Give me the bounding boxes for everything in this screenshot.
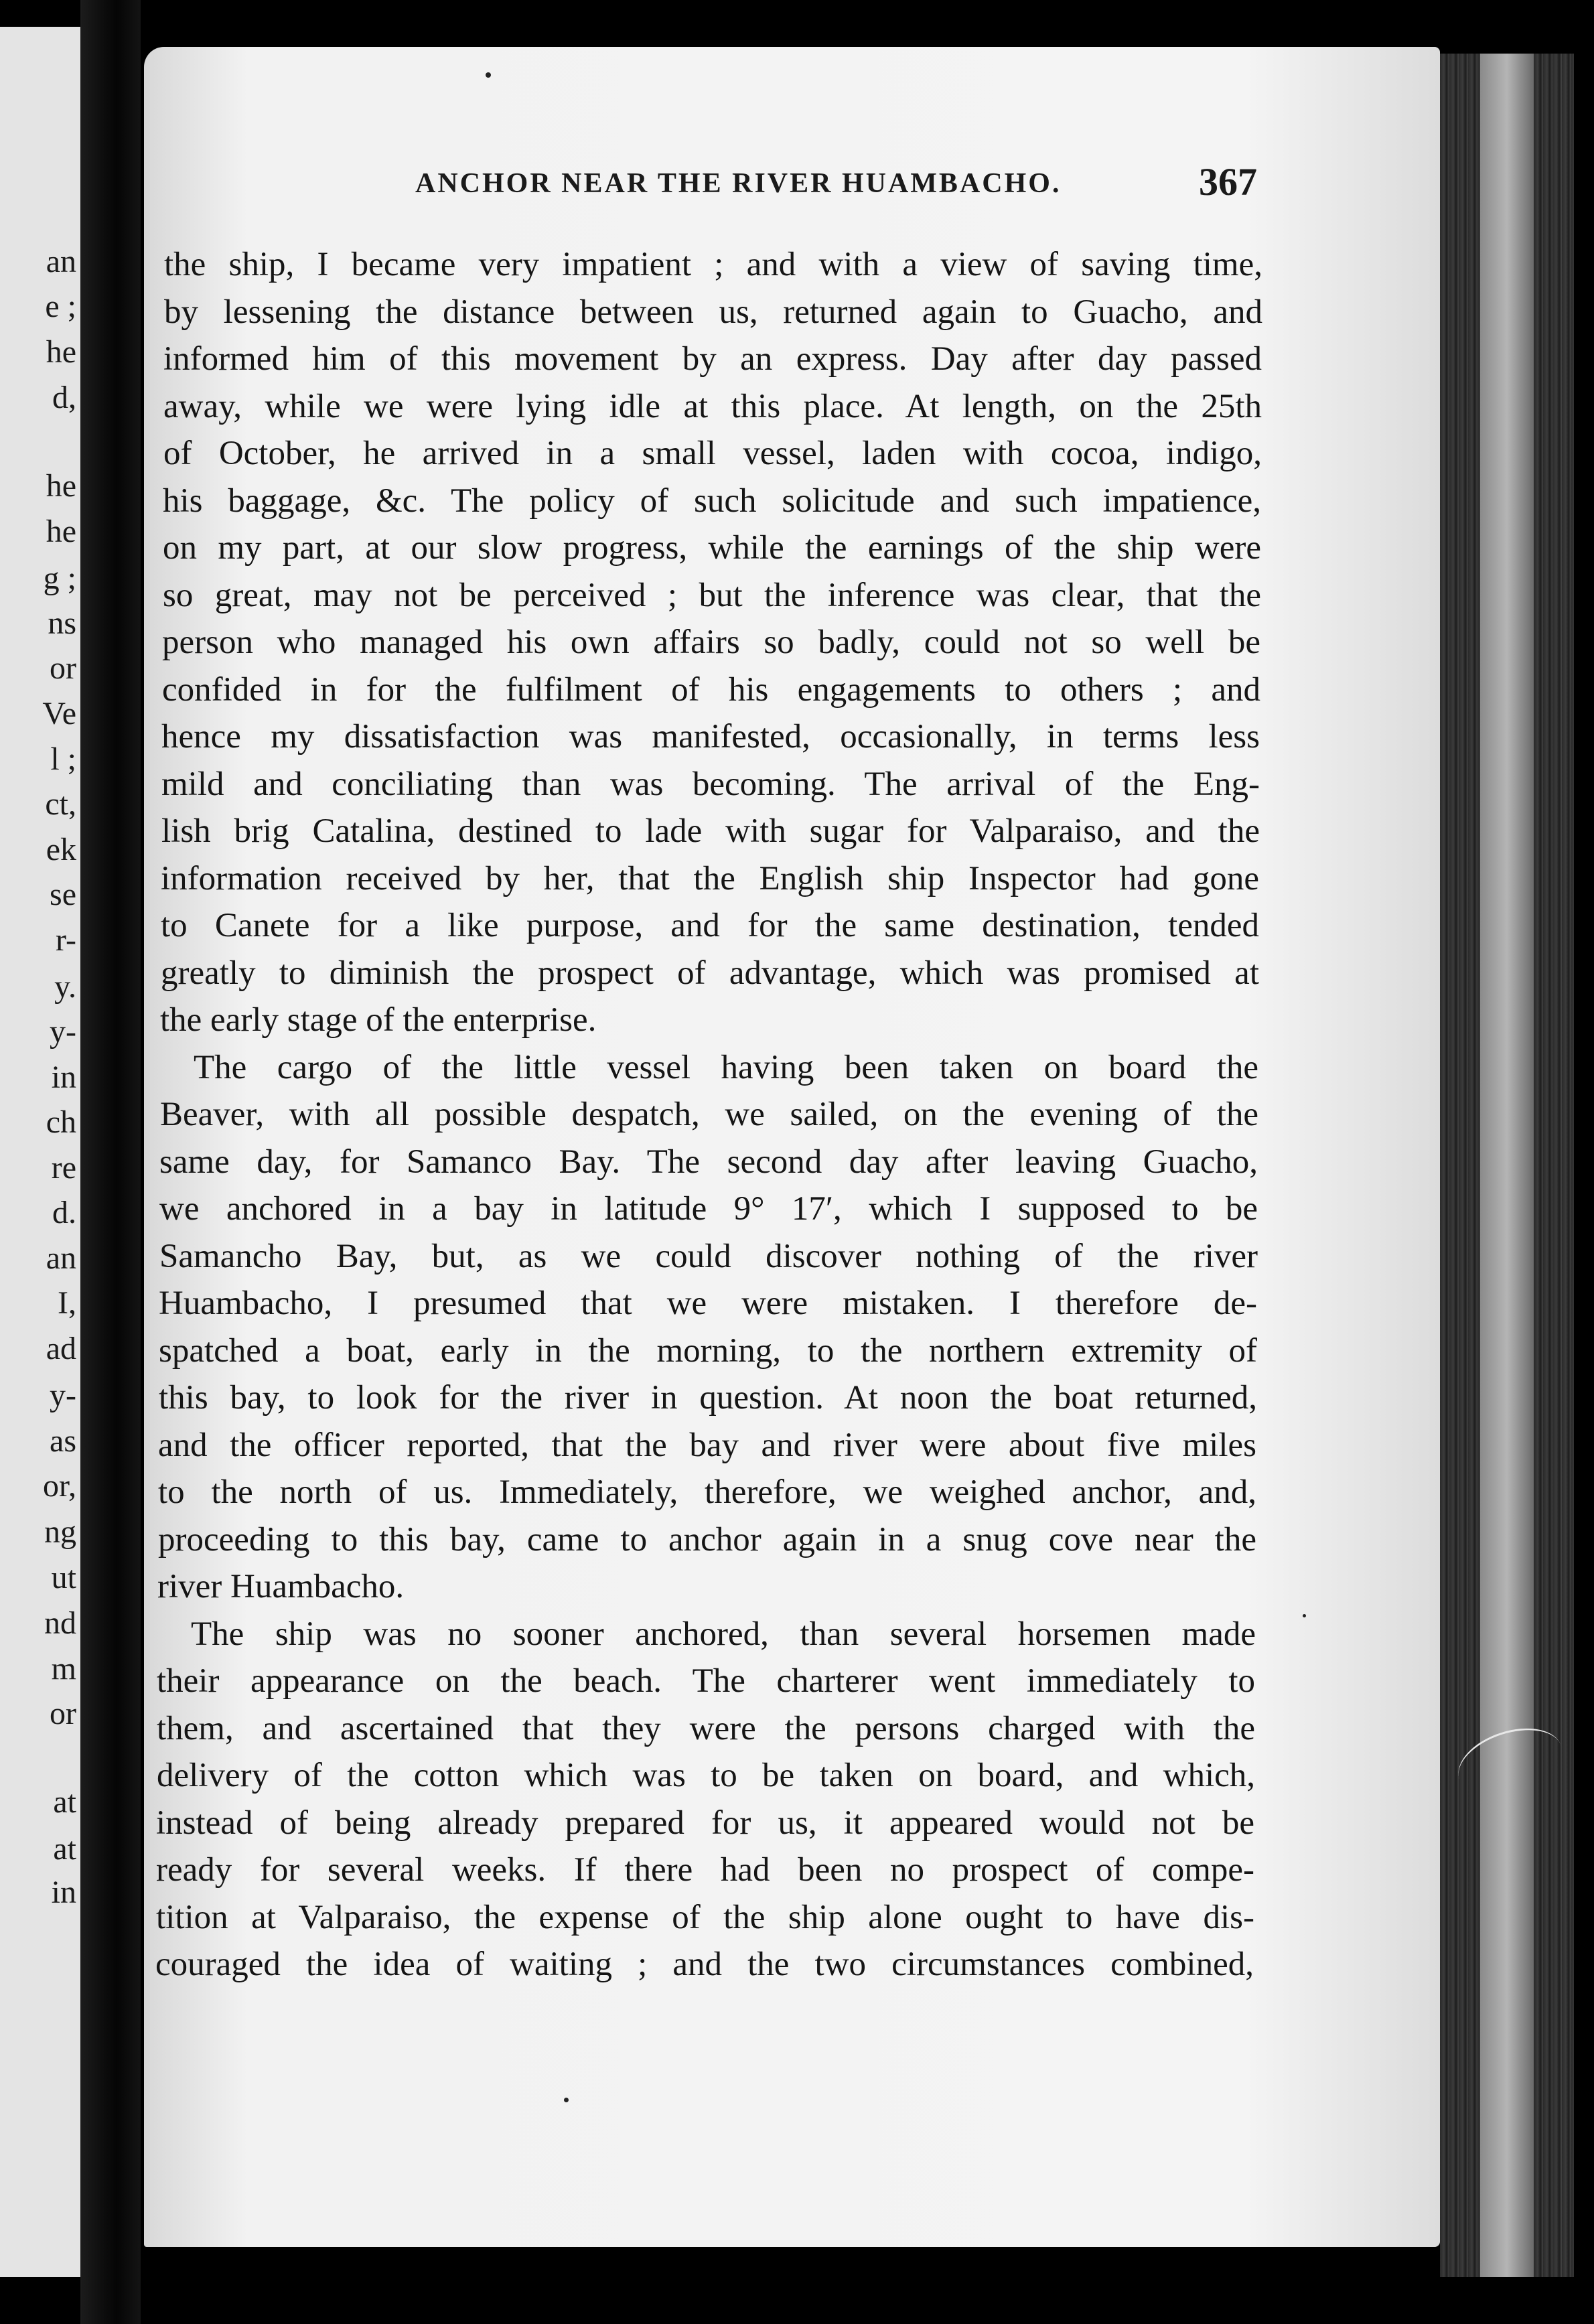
left-page-line-fragment: or [50, 1696, 76, 1731]
text-line: this bay, to look for the river in question. At noon the boat returned, [159, 1379, 1257, 1417]
left-page-line-fragment: y. [54, 969, 76, 1005]
left-page-line-fragment: e ; [45, 289, 76, 324]
text-line: The cargo of the little vessel having been taken on board the [194, 1049, 1258, 1086]
left-page-line-fragment: I, [58, 1285, 76, 1321]
left-page-line-fragment: y- [50, 1014, 76, 1049]
left-page-line-fragment: in [51, 1060, 76, 1095]
text-line: the ship, I became very impatient ; and with a view of saving time, [164, 246, 1262, 283]
left-page-line-fragment: ns [48, 605, 76, 641]
left-page-line-fragment: d, [52, 380, 76, 415]
left-page-line-fragment: at [53, 1831, 76, 1867]
left-page-line-fragment: r- [55, 922, 76, 958]
left-page-line-fragment: ct, [45, 786, 76, 822]
left-page-line-fragment: re [51, 1150, 76, 1185]
text-line: Huambacho, I presumed that we were mistaken. I therefore de- [159, 1285, 1257, 1322]
text-line: information received by her, that the English ship Inspector had gone [161, 860, 1259, 897]
text-line: them, and ascertained that they were the persons charged with the [157, 1710, 1255, 1747]
text-line: by lessening the distance between us, returned again to Guacho, and [164, 293, 1262, 331]
text-line: person who managed his own affairs so badly, could not so well be [162, 624, 1260, 661]
text-line: confided in for the fulfilment of his engagements to others ; and [162, 671, 1260, 709]
text-line: so great, may not be perceived ; but the inference was clear, that the [163, 577, 1261, 614]
left-page-line-fragment: ng [44, 1514, 76, 1550]
running-head: ANCHOR NEAR THE RIVER HUAMBACHO. [415, 168, 1062, 199]
left-page-line-fragment: he [46, 514, 76, 549]
text-line: river Huambacho. [157, 1568, 405, 1605]
left-page-fragment [0, 27, 80, 2277]
left-page-line-fragment: ek [46, 832, 76, 867]
book-gutter [80, 0, 141, 2324]
text-line: hence my dissatisfaction was manifested, occasionally, in terms less [161, 718, 1260, 755]
left-page-line-fragment: an [46, 244, 76, 279]
left-page-line-fragment: d. [52, 1195, 76, 1230]
left-page-line-fragment: se [50, 877, 76, 912]
text-line: lish brig Catalina, destined to lade with sugar for Valparaiso, and the [161, 812, 1260, 850]
text-line: delivery of the cotton which was to be taken on board, and which, [157, 1757, 1255, 1794]
left-page-line-fragment: l ; [50, 741, 76, 777]
text-line: mild and conciliating than was becoming. The arrival of the Eng- [161, 766, 1260, 803]
text-line: his baggage, &c. The policy of such solicitude and such impatience, [163, 482, 1261, 520]
text-line: tition at Valparaiso, the expense of the ship alone ought to have dis- [156, 1899, 1254, 1936]
left-page-line-fragment: ut [51, 1560, 76, 1595]
text-line: ready for several weeks. If there had been no prospect of compe- [156, 1851, 1254, 1889]
text-line: away, while we were lying idle at this place. At length, on the 25th [163, 388, 1262, 425]
left-page-line-fragment: as [50, 1423, 76, 1459]
left-page-line-fragment: or, [42, 1468, 76, 1504]
left-page-line-fragment: m [51, 1651, 76, 1686]
text-line: proceeding to this bay, came to anchor again in a snug cove near the [158, 1521, 1256, 1558]
ink-speck [1303, 1614, 1306, 1617]
left-page-line-fragment: in [51, 1875, 76, 1910]
text-line: spatched a boat, early in the morning, to the northern extremity of [159, 1332, 1257, 1370]
text-line: informed him of this movement by an express. Day after day passed [163, 340, 1262, 378]
left-page-line-fragment: at [53, 1784, 76, 1820]
left-page-line-fragment: ad [46, 1331, 76, 1366]
text-line: their appearance on the beach. The charterer went immediately to [157, 1662, 1255, 1700]
page-edges-highlight [1480, 54, 1534, 2277]
left-page-line-fragment: he [46, 334, 76, 370]
text-line: to Canete for a like purpose, and for the same destination, tended [161, 907, 1259, 944]
text-line: we anchored in a bay in latitude 9° 17′, which I supposed to be [159, 1190, 1258, 1228]
ink-speck [564, 2098, 569, 2102]
text-line: the early stage of the enterprise. [160, 1001, 597, 1039]
left-page-line-fragment: g ; [43, 561, 76, 596]
text-line: greatly to diminish the prospect of advantage, which was promised at [161, 954, 1259, 992]
body-text [155, 244, 1276, 2019]
text-line: Samancho Bay, but, as we could discover nothing of the river [159, 1238, 1258, 1275]
text-line: instead of being already prepared for us, it appeared would not be [156, 1804, 1254, 1842]
ink-speck [486, 72, 491, 78]
text-line: The ship was no sooner anchored, than several horsemen made [191, 1615, 1256, 1653]
left-page-line-fragment: ch [46, 1104, 76, 1140]
page-number: 367 [1199, 160, 1257, 204]
left-page-line-fragment: nd [44, 1605, 76, 1641]
left-page-line-fragment: an [46, 1240, 76, 1276]
left-page-line-fragment: y- [50, 1378, 76, 1413]
left-page-line-fragment: or [50, 650, 76, 686]
text-line: Beaver, with all possible despatch, we sailed, on the evening of the [160, 1096, 1258, 1133]
left-page-line-fragment: Ve [42, 696, 76, 731]
text-line: couraged the idea of waiting ; and the two circumstances combined, [155, 1946, 1254, 1983]
page-edges [1440, 54, 1574, 2277]
text-line: to the north of us. Immediately, therefore, we weighed anchor, and, [158, 1473, 1256, 1511]
text-line: on my part, at our slow progress, while the earnings of the ship were [163, 529, 1261, 567]
text-line: and the officer reported, that the bay and river were about five miles [158, 1427, 1256, 1464]
text-line: same day, for Samanco Bay. The second day after leaving Guacho, [159, 1143, 1258, 1181]
text-line: of October, he arrived in a small vessel, laden with cocoa, indigo, [163, 435, 1262, 472]
left-page-line-fragment: he [46, 468, 76, 504]
